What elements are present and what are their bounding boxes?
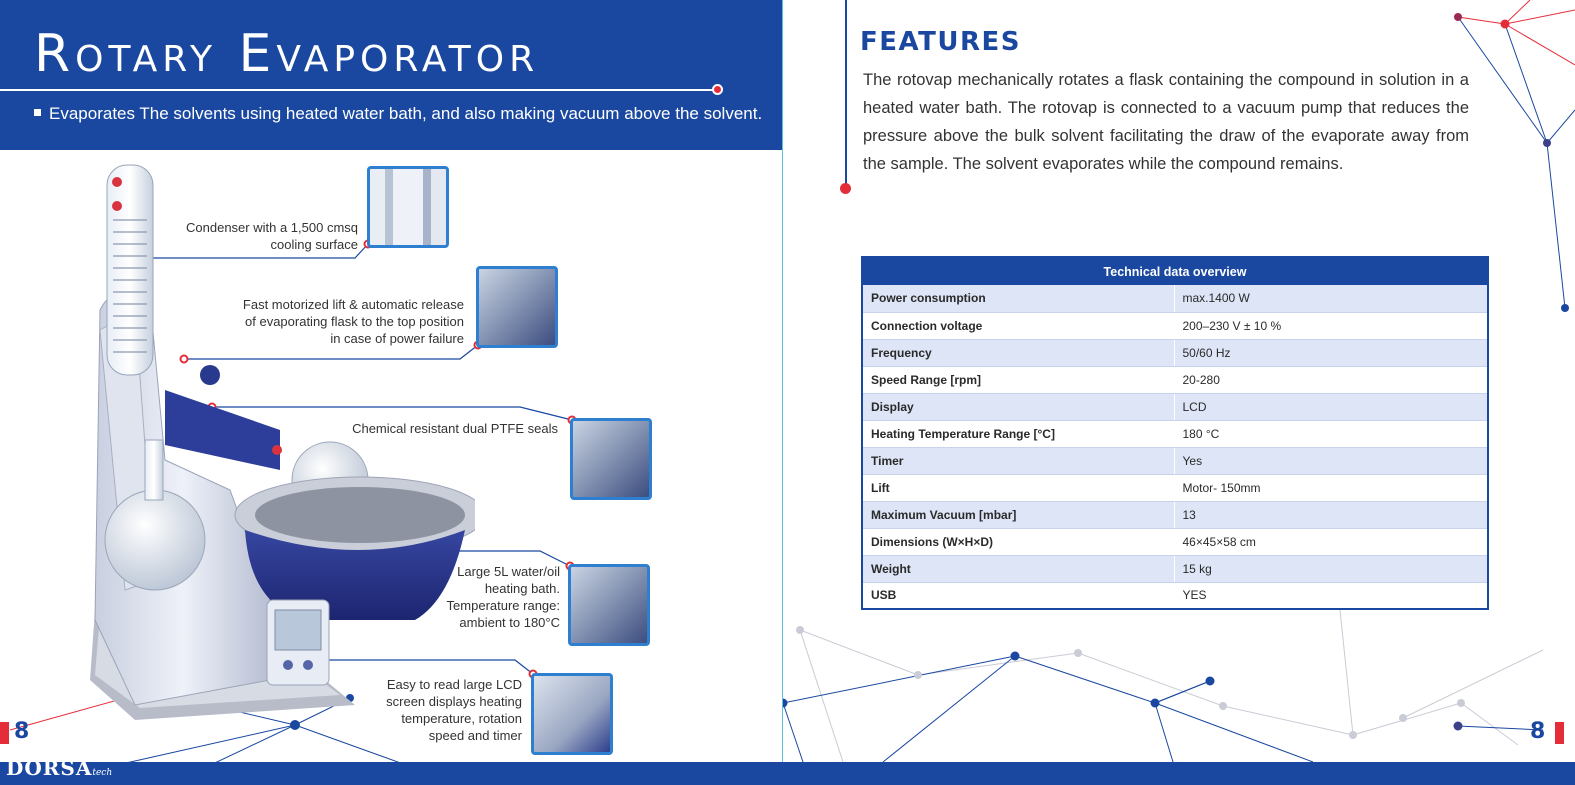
spec-value: Motor- 150mm xyxy=(1174,474,1488,501)
features-line-dot xyxy=(840,183,851,194)
logo-sub: tech xyxy=(92,768,113,778)
callout-lift: Fast motorized lift & automatic release of evaporating flask to the top position in case of power failure xyxy=(242,297,464,346)
table-row xyxy=(862,582,1488,609)
table-row xyxy=(862,393,1488,420)
thumb-condenser xyxy=(367,166,449,248)
spec-label: Weight xyxy=(862,555,1174,582)
spec-label: Speed Range [rpm] xyxy=(862,366,1174,393)
spec-value: YES xyxy=(1174,582,1488,609)
spec-label: Heating Temperature Range [°C] xyxy=(862,420,1174,447)
dorsa-logo xyxy=(6,756,112,780)
right-page-tab xyxy=(1555,722,1564,744)
table-row xyxy=(862,447,1488,474)
left-page-tab xyxy=(0,722,9,744)
thumb-seals xyxy=(570,418,652,500)
spec-label: Dimensions (W×H×D) xyxy=(862,528,1174,555)
spec-label: Lift xyxy=(862,474,1174,501)
spec-value: 20-280 xyxy=(1174,366,1488,393)
spec-label: Timer xyxy=(862,447,1174,474)
callout-bath: Large 5L water/oil heating bath. Temperature range: ambient to 180°C xyxy=(446,564,560,630)
thumb-display xyxy=(531,673,613,755)
table-row xyxy=(862,339,1488,366)
features-title: FEATURES xyxy=(860,27,1021,57)
spec-label: Power consumption xyxy=(862,285,1174,312)
right-page-number: 8 xyxy=(1530,719,1546,744)
table-row xyxy=(862,474,1488,501)
callout-seals: Chemical resistant dual PTFE seals xyxy=(352,421,558,436)
thumb-bath xyxy=(568,564,650,646)
subtitle-text: Evaporates The solvents using heated water bath, and also making vacuum above the solvent. xyxy=(49,104,763,123)
spec-label: Maximum Vacuum [mbar] xyxy=(862,501,1174,528)
spec-value: max.1400 W xyxy=(1174,285,1488,312)
spec-value: 13 xyxy=(1174,501,1488,528)
features-description: The rotovap mechanically rotates a flask containing the compound in solution in a heated water bath. The rotovap is connected to a vacuum pump that reduces the pressure above the bulk solvent facilitating the draw of the evaporate away from the sample. The solvent evaporates while the compound remains. xyxy=(863,71,1469,173)
thumb-lift xyxy=(476,266,558,348)
page-title: Rotary Evaporator xyxy=(34,24,540,84)
spec-value: 15 kg xyxy=(1174,555,1488,582)
table-row xyxy=(862,528,1488,555)
spec-value: 200–230 V ± 10 % xyxy=(1174,312,1488,339)
features-vertical-line xyxy=(845,0,847,186)
logo-main: DORSA xyxy=(6,756,93,780)
spec-label: Display xyxy=(862,393,1174,420)
spec-value: 180 °C xyxy=(1174,420,1488,447)
table-row xyxy=(862,501,1488,528)
spec-label: Frequency xyxy=(862,339,1174,366)
spec-value: LCD xyxy=(1174,393,1488,420)
footer-bar xyxy=(0,762,1575,785)
table-row xyxy=(862,555,1488,582)
callout-display: Easy to read large LCD screen displays heating temperature, rotation speed and timer xyxy=(386,677,522,743)
network-decoration-bottom-right xyxy=(783,610,1575,762)
spec-value: 50/60 Hz xyxy=(1174,339,1488,366)
table-header-row xyxy=(862,257,1488,285)
technical-data-table xyxy=(861,256,1489,610)
spec-label: USB xyxy=(862,582,1174,609)
table-row xyxy=(862,420,1488,447)
table-row xyxy=(862,312,1488,339)
spec-value: 46×45×58 cm xyxy=(1174,528,1488,555)
left-page-number: 8 xyxy=(14,719,30,744)
table-row xyxy=(862,366,1488,393)
spec-value: Yes xyxy=(1174,447,1488,474)
table-row xyxy=(862,285,1488,312)
table-title: Technical data overview xyxy=(862,257,1488,285)
callout-condenser: Condenser with a 1,500 cmsq cooling surface xyxy=(186,220,358,252)
spec-label: Connection voltage xyxy=(862,312,1174,339)
